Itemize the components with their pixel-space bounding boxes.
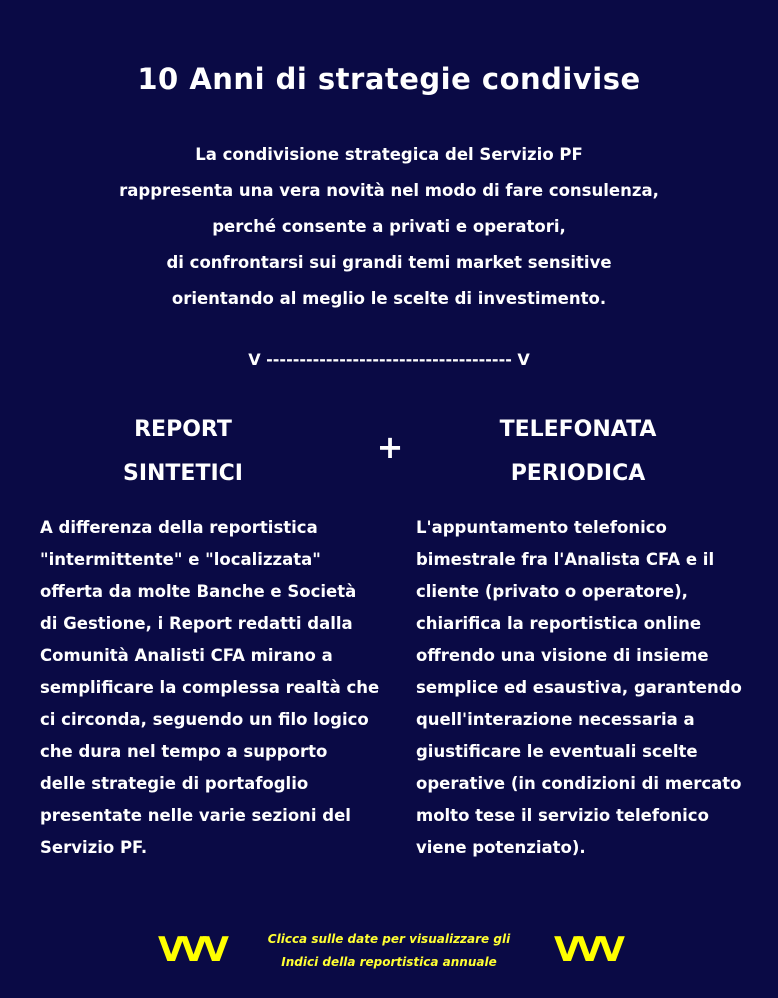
report-line: A differenza della reportistica <box>40 518 318 537</box>
intro-line: orientando al meglio le scelte di investimento. <box>171 289 607 308</box>
report-line: "intermittente" e "localizzata" <box>40 550 321 569</box>
telefonata-heading <box>468 408 688 496</box>
telefonata-line: operative (in condizioni di mercato <box>416 774 742 793</box>
telefonata-line: offrendo una visione di insieme <box>416 646 709 665</box>
telefonata-line: L'appuntamento telefonico <box>416 518 667 537</box>
report-heading-line: REPORT <box>134 417 232 442</box>
report-line: che dura nel tempo a supporto <box>40 742 328 761</box>
page-title: 10 Anni di strategie condivise <box>137 62 641 96</box>
report-line: delle strategie di portafoglio <box>40 774 309 793</box>
report-line: semplificare la complessa realtà che <box>40 678 380 697</box>
footer-instructions <box>240 928 538 974</box>
intro-text <box>0 137 778 317</box>
intro-line: rappresenta una vera novità nel modo di fare consulenza, <box>119 181 659 200</box>
intro-line: di confrontarsi sui grandi temi market sensitive <box>166 253 612 272</box>
report-heading <box>88 408 278 496</box>
telefonata-line: bimestrale fra l'Analista CFA e il <box>416 550 715 569</box>
report-line: presentate nelle varie sezioni del <box>40 806 351 825</box>
report-line: offerta da molte Banche e Società <box>40 582 357 601</box>
report-description <box>40 512 380 864</box>
report-line: Comunità Analisti CFA mirano a <box>40 646 333 665</box>
telefonata-line: semplice ed esaustiva, garantendo <box>416 678 742 697</box>
telefonata-line: chiarifica la reportistica online <box>416 614 702 633</box>
telefonata-line: viene potenziato). <box>416 838 586 857</box>
telefonata-heading-line: PERIODICA <box>510 461 646 486</box>
vvv-marker-right: VVV <box>554 930 621 970</box>
telefonata-line: quell'interazione necessaria a <box>416 710 695 729</box>
telefonata-line: cliente (privato o operatore), <box>416 582 688 601</box>
intro-line: perché consente a privati e operatori, <box>212 217 566 236</box>
intro-line: La condivisione strategica del Servizio PF <box>195 145 583 164</box>
telefonata-line: giustificare le eventuali scelte <box>416 742 698 761</box>
report-line: ci circonda, seguendo un filo logico <box>40 710 369 729</box>
report-heading-line: SINTETICI <box>122 461 243 486</box>
report-line: di Gestione, i Report redatti dalla <box>40 614 353 633</box>
footer-line: Indici della reportistica annuale <box>281 955 497 969</box>
report-line: Servizio PF. <box>40 838 148 857</box>
vvv-marker-left: VVV <box>158 930 225 970</box>
telefonata-heading-line: TELEFONATA <box>499 417 657 442</box>
telefonata-description <box>416 512 756 864</box>
footer-line: Clicca sulle date per visualizzare gli <box>267 932 511 946</box>
section-divider: V ------------------------------------- V <box>248 350 530 369</box>
plus-sign: + <box>376 428 404 466</box>
telefonata-line: molto tese il servizio telefonico <box>416 806 709 825</box>
